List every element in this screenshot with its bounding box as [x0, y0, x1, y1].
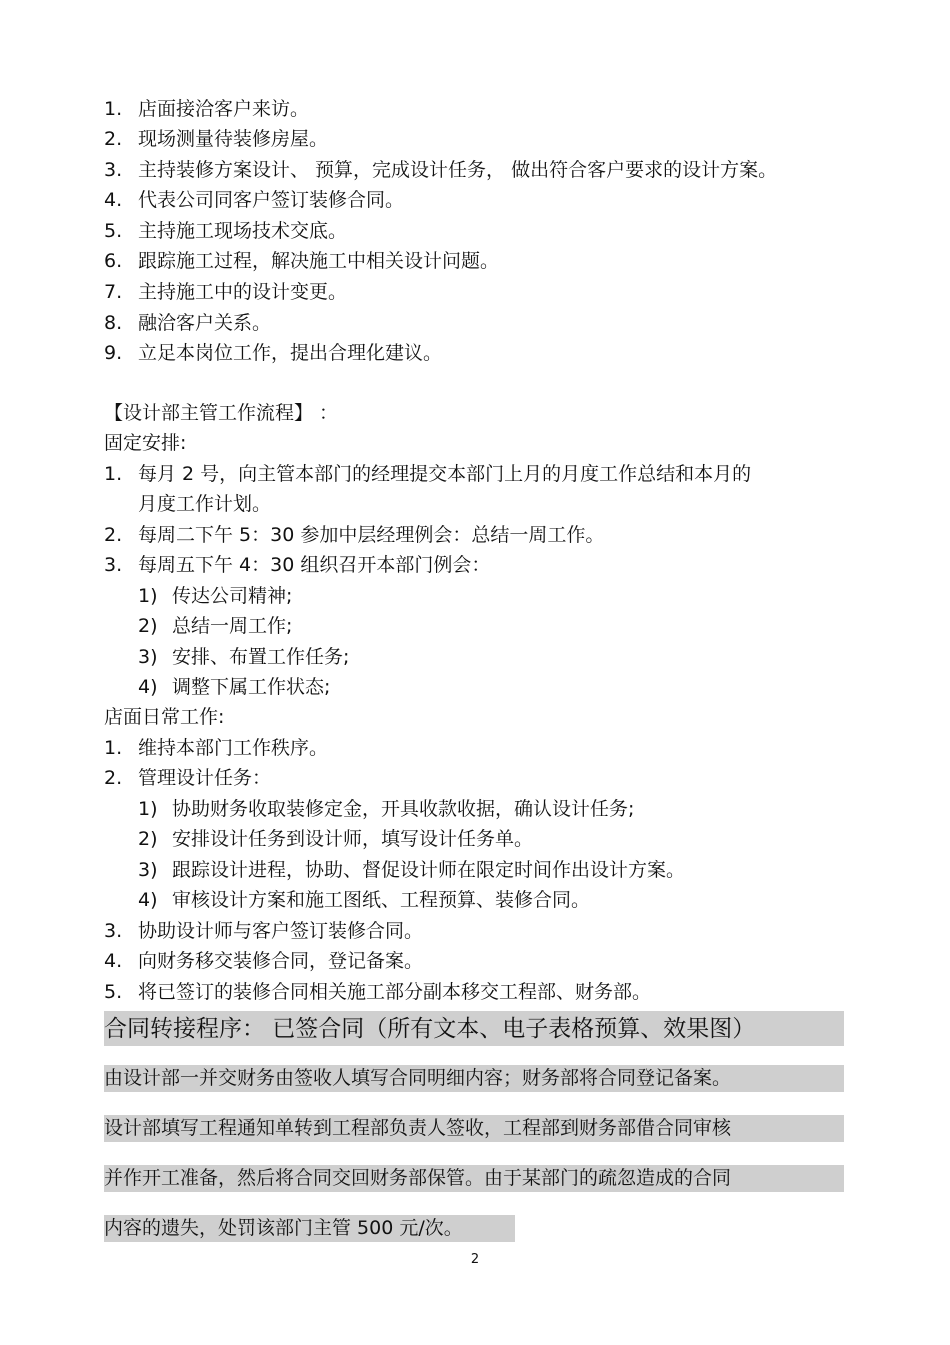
list-text: 审核设计方案和施工图纸、工程预算、装修合同。 — [172, 889, 591, 911]
duty-item-1 — [104, 96, 309, 122]
fixed-item-1 — [104, 461, 751, 487]
list-text: 每周二下午 5：30 参加中层经理例会：总结一周工作。 — [138, 524, 605, 546]
list-number: 8. — [104, 312, 123, 334]
list-text: 融洽客户关系。 — [138, 312, 272, 334]
duty-item-2 — [104, 126, 328, 152]
daily-sub-item-3 — [138, 857, 685, 883]
fixed-sub-item-1 — [138, 583, 292, 609]
list-number: 2) — [138, 828, 158, 850]
duty-item-3 — [104, 157, 777, 183]
list-number: 2. — [104, 767, 123, 789]
duty-item-4 — [104, 187, 404, 213]
list-number: 1. — [104, 98, 123, 120]
list-number: 4) — [138, 889, 158, 911]
fixed-label: 固定安排: — [104, 432, 187, 454]
list-number: 4. — [104, 950, 123, 972]
list-text: 将已签订的装修合同相关施工部分副本移交工程部、财务部。 — [138, 981, 652, 1003]
duty-item-5 — [104, 218, 347, 244]
duty-item-8 — [104, 310, 271, 336]
duty-item-7 — [104, 279, 347, 305]
list-number: 1. — [104, 737, 123, 759]
list-number: 2. — [104, 524, 123, 546]
list-number: 3. — [104, 920, 123, 942]
page-number: 2 — [470, 1252, 480, 1267]
list-number: 2. — [104, 128, 123, 150]
list-text: 总结一周工作; — [172, 615, 293, 637]
list-text: 跟踪施工过程，解决施工中相关设计问题。 — [138, 250, 500, 272]
list-number: 4. — [104, 189, 123, 211]
list-text: 每周五下午 4：30 组织召开本部门例会： — [138, 554, 491, 576]
contract-heading: 合同转接程序： 已签合同（所有文本、电子表格预算、效果图） — [104, 1016, 756, 1042]
daily-sub-item-4 — [138, 887, 590, 913]
list-text: 协助财务收取装修定金，开具收款收据，确认设计任务; — [172, 798, 635, 820]
list-text: 主持装修方案设计、 预算，完成设计任务， 做出符合客户要求的设计方案。 — [138, 159, 778, 181]
list-text: 跟踪设计进程，协助、督促设计师在限定时间作出设计方案。 — [172, 859, 686, 881]
contract-line-2: 设计部填写工程通知单转到工程部负责人签收，工程部到财务部借合同审核 — [104, 1117, 732, 1139]
list-number: 3. — [104, 554, 123, 576]
list-number: 3) — [138, 646, 158, 668]
list-text: 维持本部门工作秩序。 — [138, 737, 329, 759]
daily-item-3 — [104, 918, 423, 944]
list-text: 立足本岗位工作，提出合理化建议。 — [138, 342, 443, 364]
contract-line-1: 由设计部一并交财务由签收人填写合同明细内容；财务部将合同登记备案。 — [104, 1067, 732, 1089]
daily-sub-item-1 — [138, 796, 634, 822]
fixed-item-3 — [104, 552, 490, 578]
list-number: 3) — [138, 859, 158, 881]
daily-sub-item-2 — [138, 826, 533, 852]
contract-line-3: 并作开工准备，然后将合同交回财务部保管。由于某部门的疏忽造成的合同 — [104, 1167, 732, 1189]
list-text: 调整下属工作状态; — [172, 676, 331, 698]
list-text: 月度工作计划。 — [138, 493, 272, 515]
duty-item-9 — [104, 340, 442, 366]
list-number: 7. — [104, 281, 123, 303]
daily-item-4 — [104, 948, 423, 974]
duty-item-6 — [104, 248, 499, 274]
list-text: 店面接洽客户来访。 — [138, 98, 310, 120]
daily-item-2 — [104, 765, 271, 791]
list-text: 每月 2 号，向主管本部门的经理提交本部门上月的月度工作总结和本月的 — [138, 463, 752, 485]
fixed-item-1-continued — [104, 491, 271, 517]
fixed-sub-item-3 — [138, 644, 349, 670]
list-number: 6. — [104, 250, 123, 272]
list-number: 4) — [138, 676, 158, 698]
list-text: 向财务移交装修合同，登记备案。 — [138, 950, 424, 972]
list-number: 5. — [104, 220, 123, 242]
list-text: 代表公司同客户签订装修合同。 — [138, 189, 405, 211]
list-number: 9. — [104, 342, 123, 364]
list-text: 安排设计任务到设计师，填写设计任务单。 — [172, 828, 534, 850]
list-text: 管理设计任务： — [138, 767, 272, 789]
list-number: 3. — [104, 159, 123, 181]
list-text: 主持施工中的设计变更。 — [138, 281, 348, 303]
list-text: 协助设计师与客户签订装修合同。 — [138, 920, 424, 942]
fixed-item-2 — [104, 522, 604, 548]
list-number: 1) — [138, 585, 158, 607]
list-text: 主持施工现场技术交底。 — [138, 220, 348, 242]
contract-line-4: 内容的遗失，处罚该部门主管 500 元/次。 — [104, 1217, 463, 1239]
daily-item-5 — [104, 979, 651, 1005]
list-text: 现场测量待装修房屋。 — [138, 128, 329, 150]
list-number: 5. — [104, 981, 123, 1003]
fixed-sub-item-4 — [138, 674, 330, 700]
daily-label: 店面日常工作: — [104, 706, 225, 728]
list-text: 传达公司精神; — [172, 585, 293, 607]
list-number: 2) — [138, 615, 158, 637]
list-number: 1. — [104, 463, 123, 485]
section-title: 【设计部主管工作流程】 ： — [104, 402, 339, 424]
fixed-sub-item-2 — [138, 613, 292, 639]
list-number: 1) — [138, 798, 158, 820]
list-text: 安排、布置工作任务; — [172, 646, 350, 668]
daily-item-1 — [104, 735, 328, 761]
